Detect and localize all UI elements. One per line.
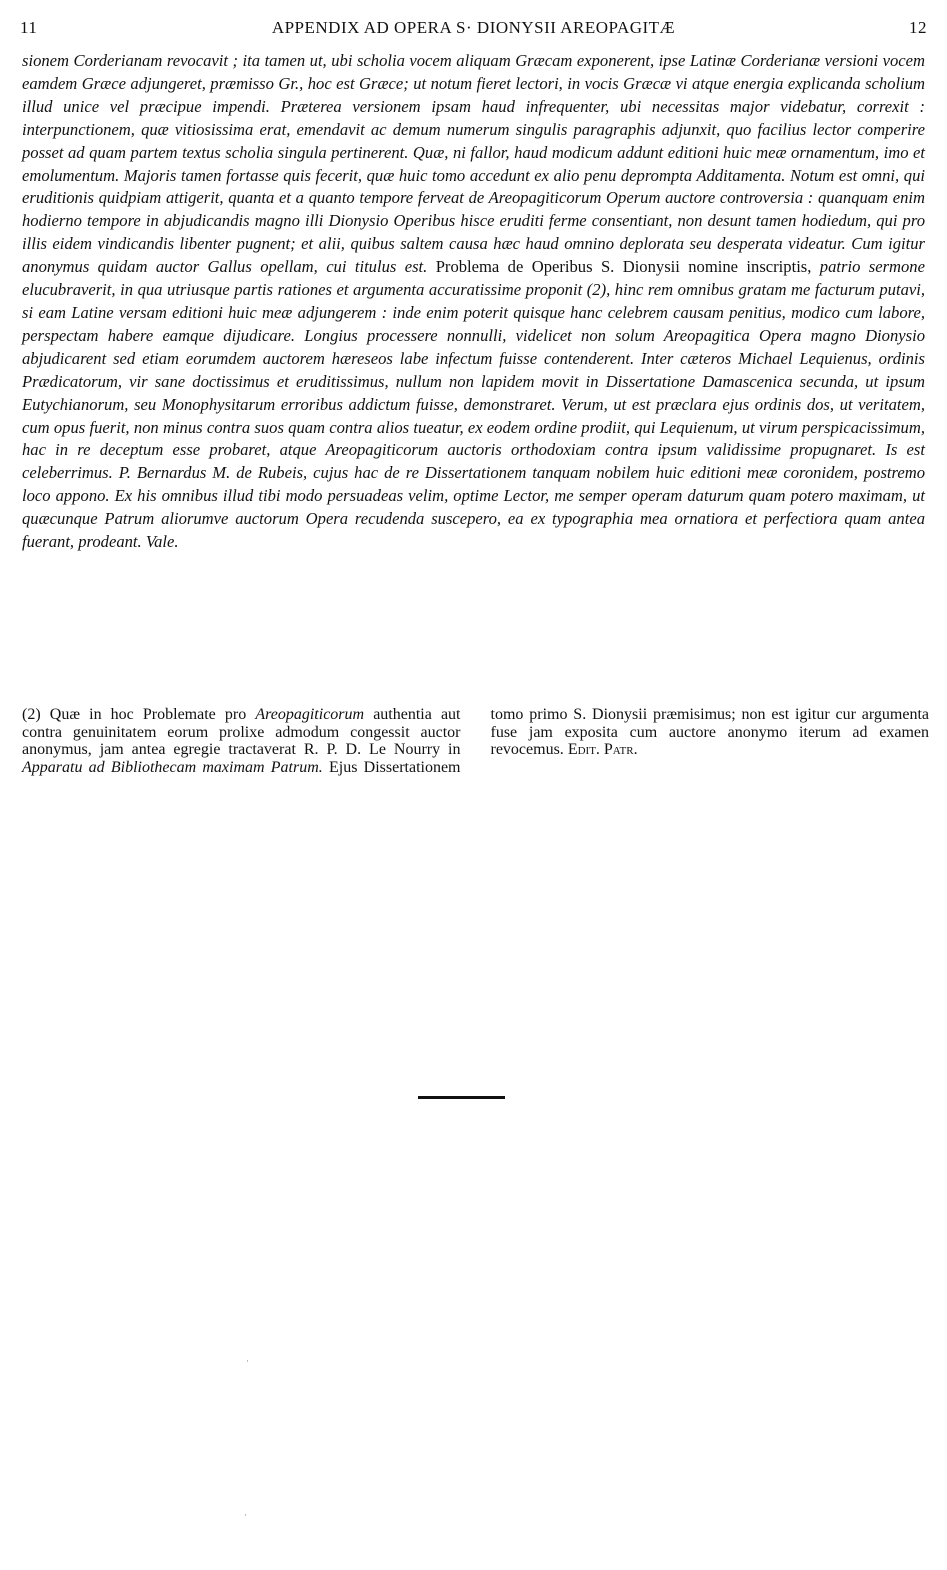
footnote-text-1: (2) Quæ in hoc Problemate pro [22,706,256,723]
work-title: Problema de Operibus S. Dionysii nomine inscriptis, [427,257,820,277]
scan-speck: · [244,1510,247,1520]
main-text-part2: patrio sermone elucubraverit, in qua utriusque partis rationes et argumenta accuratissime proponit (2), hinc rem omnibus gratam me facturum putavi, si eam Latine versam editioni huic meæ adjungerem : inde enim poterit quisque hanc celebrem causam penitius, modico cum labore, perspectam habere eamque dijudicare. Longius processere nonnulli, videlicet non solum Areopagitica Opera magno Dionysio abjudicarent sed etiam eorumdem auctorem hæreseos labe infectum fuisse contenderent. Inter cæteros Michael Lequienus, ordinis Prædicatorum, vir sane doctissimus et eruditissimus, nullum non lapidem movit in Dissertatione Damascenica secunda, ut ipsum Eutychianorum, seu Monophysitarum erroribus addictum fuisse, demonstraret. Verum, ut est præclara ejus ordinis dos, ut veritatem, cum opus fuerit, non minus contra suos quam contra alios tueatur, ex eodem ordine prodiit, qui Lequienum, ut virum perspicacissimum, hac in re deceptum esse probaret, atque Areopagiticorum auctoris orthodoxiam contra ipsum validissime propugnaret. Is est celeberrimus. P. Bernardus M. de Rubeis, cujus hac de re Dissertationem tanquam nobilem huic editioni meæ coronidem, postremo loco appono. Ex his omnibus illud tibi modo persuadeas velim, optime Lector, me semper operam daturum quam potero maximam, ut quæcunque Patrum aliorumve auctorum Opera recudenda suscepero, ea ex typographia mea ornatiora et perfectiora quam antea fuerant, prodeant. Vale. [22,257,925,552]
main-text-part1: sionem Corderianam revocavit ; ita tamen ut, ubi scholia vocem aliquam Græcam exponerent, ipse Latinæ Corderianæ versioni vocem eamdem Græce adjungeret, præmisso Gr., hoc est Græce; ut notum fieret lectori, in vocis Græcæ vi atque energia explicanda scholium illud unice vel præcipue impendi. Præterea versionem ipsam haud infrequenter, ubi necessitas major videbatur, correxit : interpunctionem, quæ vitiosissima erat, emendavit ac demum numerum singulis paragraphis adjunxit, quo facilius lector comperire posset ad quam partem textus scholia singula pertinerent. Quæ, ni fallor, haud modicum addunt editioni huic meæ ornamentum, imo et emolumentum. Majoris tamen fortasse quis fecerit, quæ huic tomo accedunt ex alio penu deprompta Additamenta. Notum est omni, qui eruditionis quidpiam attigerit, quanta et a quanto tempore ferveat de Areopagiticorum Operum auctore controversia : quanquam enim hodierno tempore in abjudicandis magno illi Dionysio Operibus hisce eruditi ferme consentiant, non desunt tamen hodiedum, qui pro illis eidem vindicandis libenter pugnent; et alii, quibus saltem causa hæc haud omnino deplorata seu desperata videatur. Cum igitur anonymus quidam auctor Gallus opellam, cui titulus est. [22,51,925,277]
running-header [20,18,927,40]
scan-speck: · [246,1356,249,1366]
section-rule [418,1096,505,1099]
footnote [22,706,929,776]
footnote-text-2: authentia aut contra genuinitatem eorum prolixe admodum congessit auctor anonymus, jam antea egregie tractaverat R. P. D. Le Nourry in [22,706,461,758]
page-number-left: 11 [20,18,38,37]
footnote-italic-2: Apparatu ad Bibliothecam maximam Patrum. [22,758,323,776]
footnote-italic-1: Areopagiticorum [255,706,365,723]
running-title: APPENDIX AD OPERA S· DIONYSII AREOPAGITÆ [271,18,676,37]
main-text [22,50,925,554]
footnote-signature: Edit. Patr. [567,741,638,758]
page-number-right: 12 [909,18,927,37]
footnote-text-3: Ejus Dissertationem tomo primo S. Dionysii præmisimus; non est igitur cur argumenta fuse jam exposita cum auctore anonymo iterum ad examen revocemus. [322,706,929,776]
